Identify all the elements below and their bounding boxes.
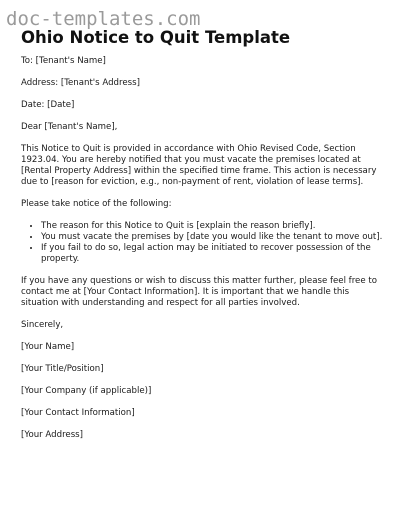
list-item: • You must vacate the premises by [date you would like the tenant to move out]. xyxy=(41,232,385,243)
list-item: • The reason for this Notice to Quit is [explain the reason briefly]. xyxy=(41,221,385,232)
letter-body xyxy=(21,56,385,452)
watermark-logo: doc-templates.com xyxy=(6,8,201,30)
signature-title: [Your Title/Position] xyxy=(21,364,104,374)
notice-lead: Please take notice of the following: xyxy=(21,199,172,209)
signature-company: [Your Company (if applicable)] xyxy=(21,386,152,396)
notice-list xyxy=(21,221,385,265)
page-title: Ohio Notice to Quit Template xyxy=(21,28,291,47)
signature-address: [Your Address] xyxy=(21,430,84,440)
closing-paragraph: If you have any questions or wish to discuss this matter further, please feel free to contact me at [Your Contact Information]. It is important that we handle this situation with understanding and respect for all parties involved. xyxy=(21,276,377,308)
recipient-name-line: To: [Tenant's Name] xyxy=(21,56,106,66)
closing-salutation: Sincerely, xyxy=(21,320,64,330)
intro-paragraph: This Notice to Quit is provided in accordance with Ohio Revised Code, Section 1923.04. You are hereby notified that you must vacate the premises located at [Rental Property Address] within the specified time frame. This action is necessary due to [reason for eviction, e.g., non-payment of rent, violation of lease terms]. xyxy=(21,144,377,187)
signature-contact: [Your Contact Information] xyxy=(21,408,135,418)
list-item: • If you fail to do so, legal action may be initiated to recover possession of the property. xyxy=(41,243,385,265)
date-line: Date: [Date] xyxy=(21,100,75,110)
signature-name: [Your Name] xyxy=(21,342,75,352)
recipient-address-line: Address: [Tenant's Address] xyxy=(21,78,140,88)
salutation: Dear [Tenant's Name], xyxy=(21,122,118,132)
